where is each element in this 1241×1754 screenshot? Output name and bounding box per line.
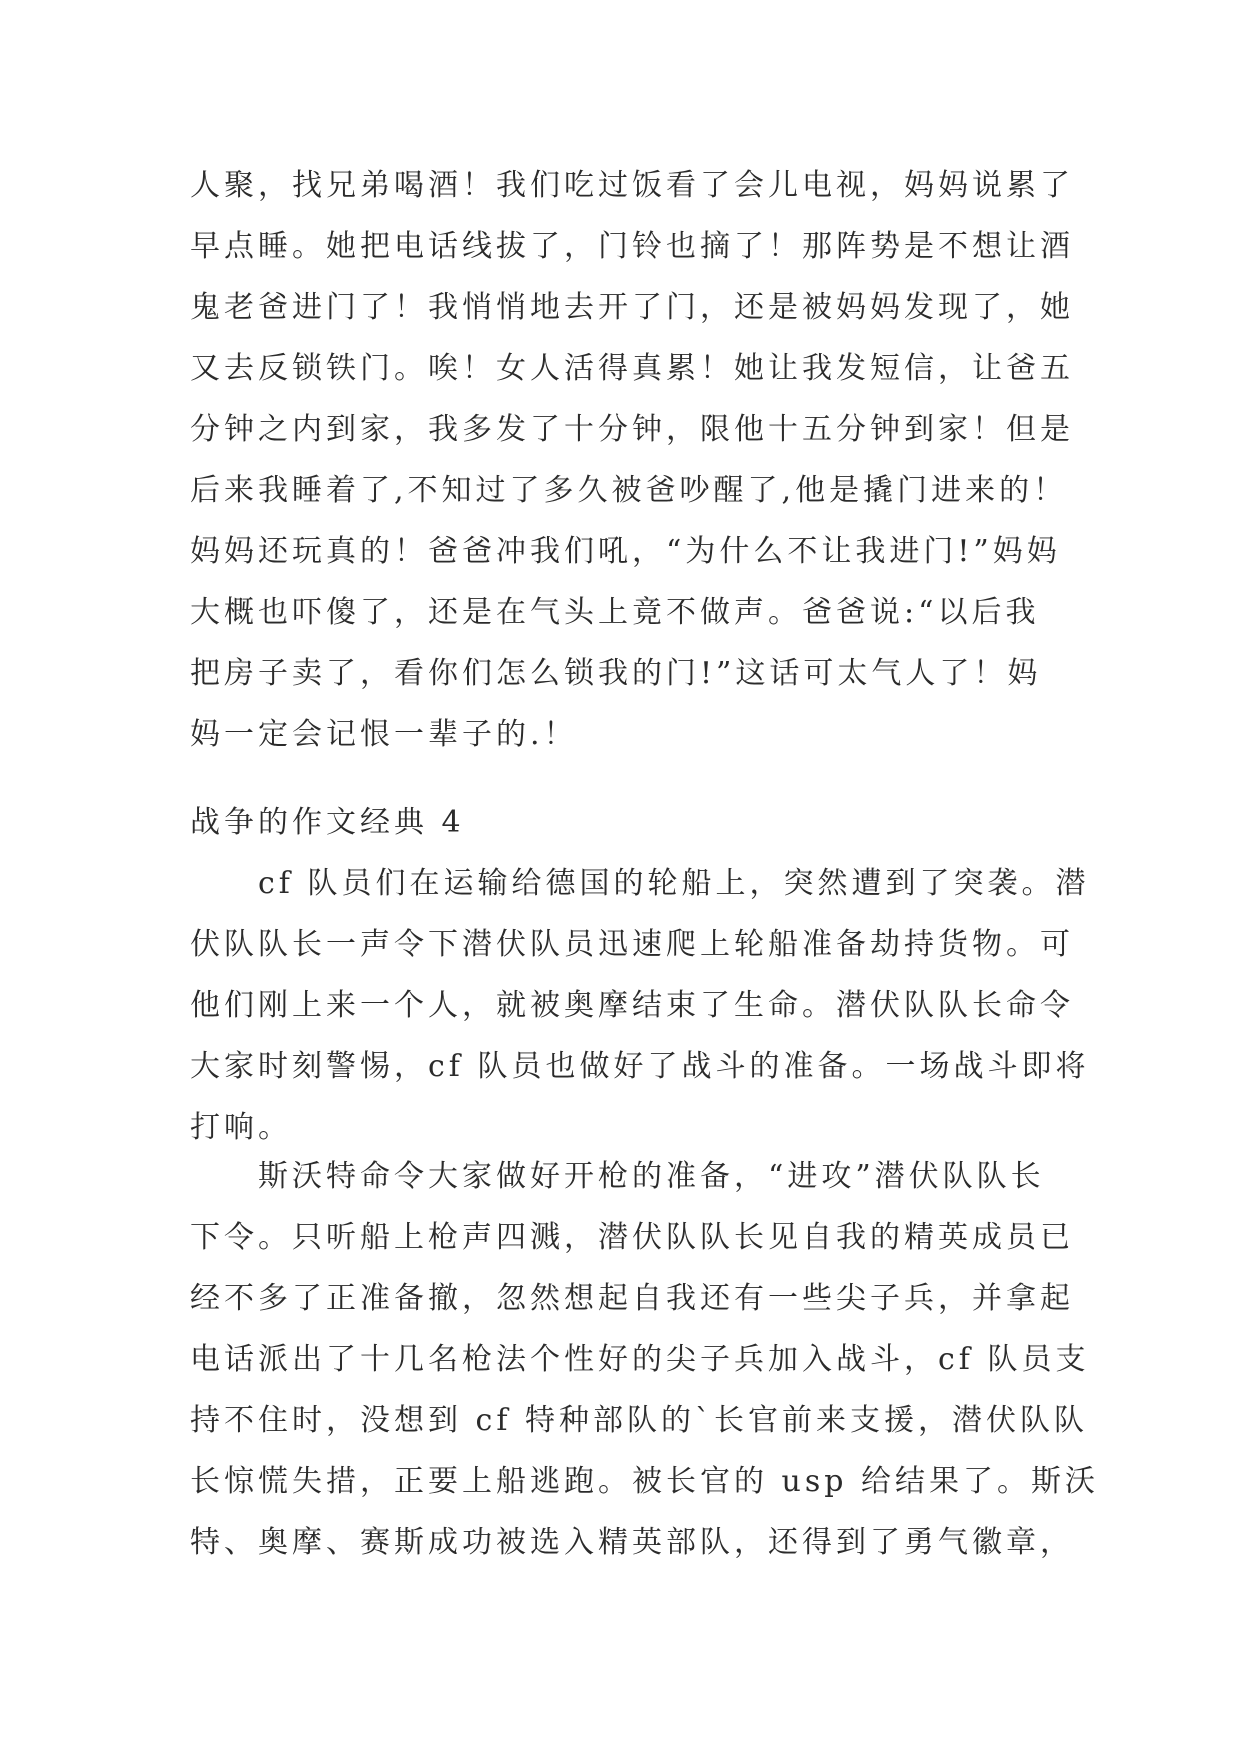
text-line: 特、奥摩、赛斯成功被选入精英部队，还得到了勇气徽章， [190,1525,1074,1560]
text-line: 又去反锁铁门。唉！女人活得真累！她让我发短信，让爸五 [190,351,1074,386]
text-line: 早点睡。她把电话线拔了，门铃也摘了！那阵势是不想让酒 [190,229,1074,264]
text-line: 大家时刻警惕，cf 队员也做好了战斗的准备。一场战斗即将 [190,1049,1090,1084]
text-line: 长惊慌失措，正要上船逃跑。被长官的 usp 给结果了。斯沃 [190,1464,1099,1499]
text-line: 伏队队长一声令下潜伏队员迅速爬上轮船准备劫持货物。可 [190,927,1074,962]
section-heading [190,792,1060,853]
text-line: 电话派出了十几名枪法个性好的尖子兵加入战斗，cf 队员支 [190,1342,1090,1377]
text-line: 妈一定会记恨一辈子的.！ [190,717,578,752]
continuation-paragraph [190,155,1074,765]
text-line: 后来我睡着了,不知过了多久被爸吵醒了,他是撬门进来的！ [190,473,1068,508]
text-line: 人聚，找兄弟喝酒！我们吃过饭看了会儿电视，妈妈说累了 [190,168,1074,203]
text-line: 把房子卖了，看你们怎么锁我的门!”这话可太气人了！妈 [190,656,1042,691]
text-line: 他们刚上来一个人，就被奥摩结束了生命。潜伏队队长命令 [190,988,1074,1023]
text-line: 持不住时，没想到 cf 特种部队的`长官前来支援，潜伏队队 [190,1403,1088,1438]
text-line: 打响。 [190,1110,292,1145]
text-line: 鬼老爸进门了！我悄悄地去开了门，还是被妈妈发现了，她 [190,290,1074,325]
text-line: 下令。只听船上枪声四溅，潜伏队队长见自我的精英成员已 [190,1220,1074,1255]
text-line: cf 队员们在运输给德国的轮船上，突然遭到了突袭。潜 [258,866,1090,901]
text-line: 大概也吓傻了，还是在气头上竟不做声。爸爸说:“以后我 [190,595,1040,630]
text-line: 妈妈还玩真的！爸爸冲我们吼，“为什么不让我进门!”妈妈 [190,534,1061,569]
text-line: 斯沃特命令大家做好开枪的准备，“进攻”潜伏队队长 [258,1159,1045,1194]
section-title: 战争的作文经典 4 [190,805,465,840]
text-line: 分钟之内到家，我多发了十分钟，限他十五分钟到家！但是 [190,412,1074,447]
body-paragraph-1 [190,853,1090,1158]
text-line: 经不多了正准备撤，忽然想起自我还有一些尖子兵，并拿起 [190,1281,1074,1316]
body-paragraph-2 [190,1146,1099,1573]
